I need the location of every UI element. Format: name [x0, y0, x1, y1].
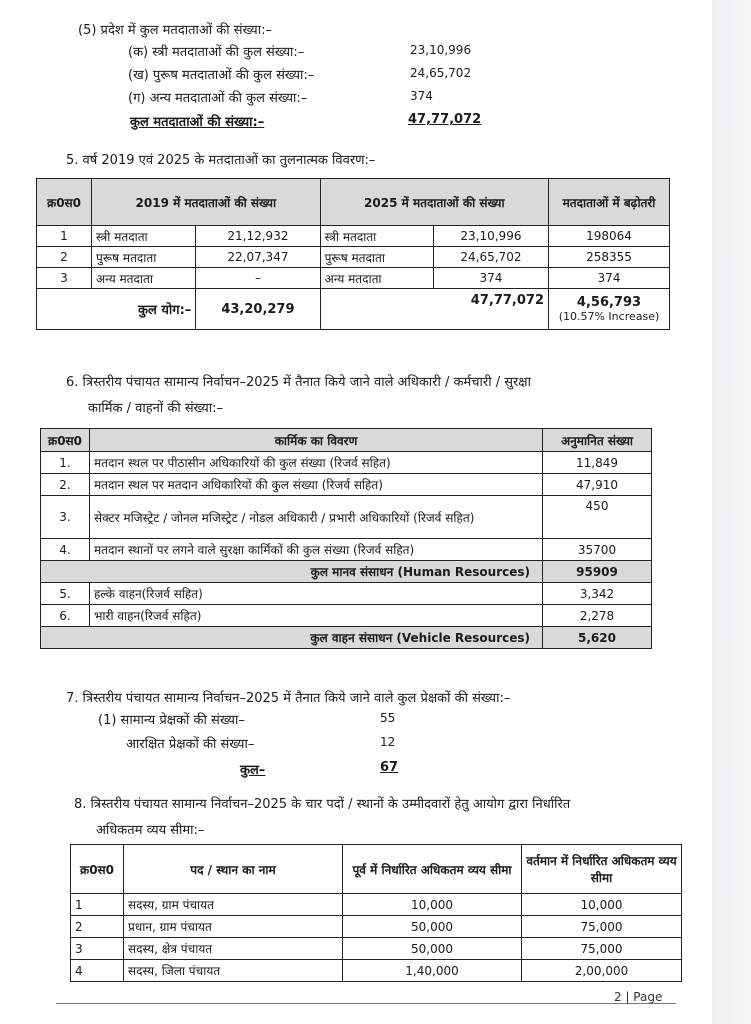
sec7-row-label: (1) सामान्य प्रेक्षकों की संख्या– — [98, 713, 245, 728]
table-row — [37, 247, 670, 268]
desc-cell: सेक्टर मजिस्ट्रेट / जोनल मजिस्ट्रेट / नोडल अधिकारी / प्रभारी अधिकारियों (रिजर्व सहित) — [90, 496, 543, 539]
desc-cell: मतदान स्थल पर मतदान अधिकारियों की कुल संख्या (रिजर्व सहित) — [90, 474, 543, 496]
prev-limit-cell: 50,000 — [343, 916, 522, 938]
serial-cell: 3 — [71, 938, 124, 960]
table-header-row — [41, 429, 652, 452]
label-cell: स्त्री मतदाता — [320, 226, 433, 247]
total-increase: 4,56,793 — [576, 295, 642, 310]
label-cell: अन्य मतदाता — [320, 268, 433, 289]
sec7-total-value: 67 — [380, 760, 399, 775]
serial-cell: 4 — [71, 960, 124, 982]
table-row — [41, 583, 652, 605]
increase-cell: 198064 — [549, 226, 670, 247]
sec7-row-value: 55 — [380, 711, 396, 725]
sec7-total-label: कुल– — [240, 763, 266, 778]
value-cell: 374 — [433, 268, 548, 289]
sec5-prev-row-label: (ग) अन्य मतदाताओं की कुल संख्या:– — [128, 91, 308, 106]
col-header: कार्मिक का विवरण — [90, 429, 543, 452]
sec5-prev-heading: (5) प्रदेश में कुल मतदाताओं की संख्या:– — [78, 23, 272, 38]
value-cell: 24,65,702 — [433, 247, 548, 268]
desc-cell: मतदान स्थानों पर लगने वाले सुरक्षा कार्मिकों की कुल संख्या (रिजर्व सहित) — [90, 539, 543, 561]
table-row — [71, 916, 682, 938]
value-cell: 47,910 — [543, 474, 652, 496]
value-cell: 23,10,996 — [433, 226, 548, 247]
serial-cell: 4. — [41, 539, 90, 561]
table-row — [71, 960, 682, 982]
col-header: पूर्व में निर्धारित अधिकतम व्यय सीमा — [343, 845, 522, 894]
prev-limit-cell: 50,000 — [343, 938, 522, 960]
total-row — [37, 289, 670, 330]
name-cell: सदस्य, क्षेत्र पंचायत — [124, 938, 343, 960]
sec7-heading: 7. त्रिस्तरीय पंचायत सामान्य निर्वाचन–2025 में तैनात किये जाने वाले कुल प्रेक्षकों की संख्या:– — [66, 691, 511, 706]
hr-total-label: कुल मानव संसाधन (Human Resources) — [41, 561, 543, 583]
sec5-prev-row-label: (ख) पुरूष मतदाताओं की कुल संख्या:– — [128, 68, 315, 83]
label-cell: पुरूष मतदाता — [320, 247, 433, 268]
table-row — [71, 938, 682, 960]
table-row — [71, 894, 682, 916]
sec6-heading-line2: कार्मिक / वाहनों की संख्या:– — [88, 401, 223, 416]
serial-cell: 2 — [71, 916, 124, 938]
col-header: क्र0स0 — [37, 179, 92, 226]
serial-cell: 1. — [41, 452, 90, 474]
value-cell: 22,07,347 — [196, 247, 320, 268]
name-cell: प्रधान, ग्राम पंचायत — [124, 916, 343, 938]
sec6-heading-line1: 6. त्रिस्तरीय पंचायत सामान्य निर्वाचन–2025 में तैनात किये जाने वाले अधिकारी / कर्मचारी / सुरक्षा — [66, 375, 531, 390]
sec5-prev-total-label: कुल मतदाताओं की संख्या:– — [130, 115, 265, 130]
serial-cell: 2 — [37, 247, 92, 268]
footer-rule — [56, 1003, 676, 1004]
serial-cell: 3 — [37, 268, 92, 289]
value-cell: 3,342 — [543, 583, 652, 605]
page-number: 2 | Page — [614, 990, 663, 1004]
serial-cell: 6. — [41, 605, 90, 627]
col-header: 2025 में मतदाताओं की संख्या — [320, 179, 548, 226]
serial-cell: 1 — [37, 226, 92, 247]
sec5-prev-row-value: 374 — [410, 89, 433, 103]
expense-limit-table — [70, 844, 682, 982]
name-cell: सदस्य, ग्राम पंचायत — [124, 894, 343, 916]
desc-cell: भारी वाहन(रिजर्व सहित) — [90, 605, 543, 627]
label-cell: पुरूष मतदाता — [92, 247, 196, 268]
value-cell: 11,849 — [543, 452, 652, 474]
name-cell: सदस्य, जिला पंचायत — [124, 960, 343, 982]
desc-cell: हल्के वाहन(रिजर्व सहित) — [90, 583, 543, 605]
curr-limit-cell: 75,000 — [522, 938, 682, 960]
table-row — [41, 452, 652, 474]
increase-cell: 258355 — [549, 247, 670, 268]
col-header: पद / स्थान का नाम — [124, 845, 343, 894]
serial-cell: 2. — [41, 474, 90, 496]
total-2019: 43,20,279 — [196, 289, 320, 330]
sec5-prev-row-value: 23,10,996 — [410, 43, 472, 57]
col-header: वर्तमान में निर्धारित अधिकतम व्यय सीमा — [522, 845, 682, 894]
sec5-heading: 5. वर्ष 2019 एवं 2025 के मतदाताओं का तुलनात्मक विवरण:– — [66, 153, 376, 168]
comparison-table — [36, 178, 670, 330]
total-increase-pct: (10.57% Increase) — [558, 310, 660, 323]
vr-total-value: 5,620 — [543, 627, 652, 649]
prev-limit-cell: 10,000 — [343, 894, 522, 916]
vr-total-label: कुल वाहन संसाधन (Vehicle Resources) — [41, 627, 543, 649]
sec7-row-value: 12 — [380, 735, 396, 749]
col-header: 2019 में मतदाताओं की संख्या — [92, 179, 321, 226]
table-header-row — [71, 845, 682, 894]
table-header-row — [37, 179, 670, 226]
label-cell: अन्य मतदाता — [92, 268, 196, 289]
col-header: क्र0स0 — [71, 845, 124, 894]
serial-cell: 1 — [71, 894, 124, 916]
total-label: कुल योग:– — [37, 289, 196, 330]
serial-cell: 3. — [41, 496, 90, 539]
table-row — [41, 539, 652, 561]
prev-limit-cell: 1,40,000 — [343, 960, 522, 982]
curr-limit-cell: 10,000 — [522, 894, 682, 916]
total-2025: 47,77,072 — [320, 289, 548, 330]
table-row — [41, 496, 652, 539]
vr-total-row — [41, 627, 652, 649]
page-edge — [712, 0, 751, 1024]
sec5-prev-total-value: 47,77,072 — [408, 112, 482, 127]
personnel-table — [40, 428, 652, 649]
table-row — [41, 605, 652, 627]
value-cell: – — [196, 268, 320, 289]
col-header: क्र0स0 — [41, 429, 90, 452]
sec5-prev-row-label: (क) स्त्री मतदाताओं की कुल संख्या:– — [128, 45, 305, 60]
sec8-heading-line1: 8. त्रिस्तरीय पंचायत सामान्य निर्वाचन–2025 के चार पदों / स्थानों के उम्मीदवारों हेतु आयोग द्वारा निर्धारित — [74, 797, 571, 812]
value-cell: 2,278 — [543, 605, 652, 627]
sec5-prev-row-value: 24,65,702 — [410, 66, 472, 80]
hr-total-value: 95909 — [543, 561, 652, 583]
table-row — [37, 226, 670, 247]
value-cell: 450 — [543, 496, 652, 539]
serial-cell: 5. — [41, 583, 90, 605]
table-row — [41, 474, 652, 496]
col-header: मतदाताओं में बढ़ोतरी — [549, 179, 670, 226]
table-row — [37, 268, 670, 289]
curr-limit-cell: 75,000 — [522, 916, 682, 938]
total-increase-cell — [549, 289, 670, 330]
label-cell: स्त्री मतदाता — [92, 226, 196, 247]
hr-total-row — [41, 561, 652, 583]
increase-cell: 374 — [549, 268, 670, 289]
desc-cell: मतदान स्थल पर पीठासीन अधिकारियों की कुल संख्या (रिजर्व सहित) — [90, 452, 543, 474]
value-cell: 35700 — [543, 539, 652, 561]
sec7-row-label: आरक्षित प्रेक्षकों की संख्या– — [126, 737, 255, 752]
curr-limit-cell: 2,00,000 — [522, 960, 682, 982]
sec8-heading-line2: अधिकतम व्यय सीमा:– — [96, 823, 205, 838]
value-cell: 21,12,932 — [196, 226, 320, 247]
col-header: अनुमानित संख्या — [543, 429, 652, 452]
